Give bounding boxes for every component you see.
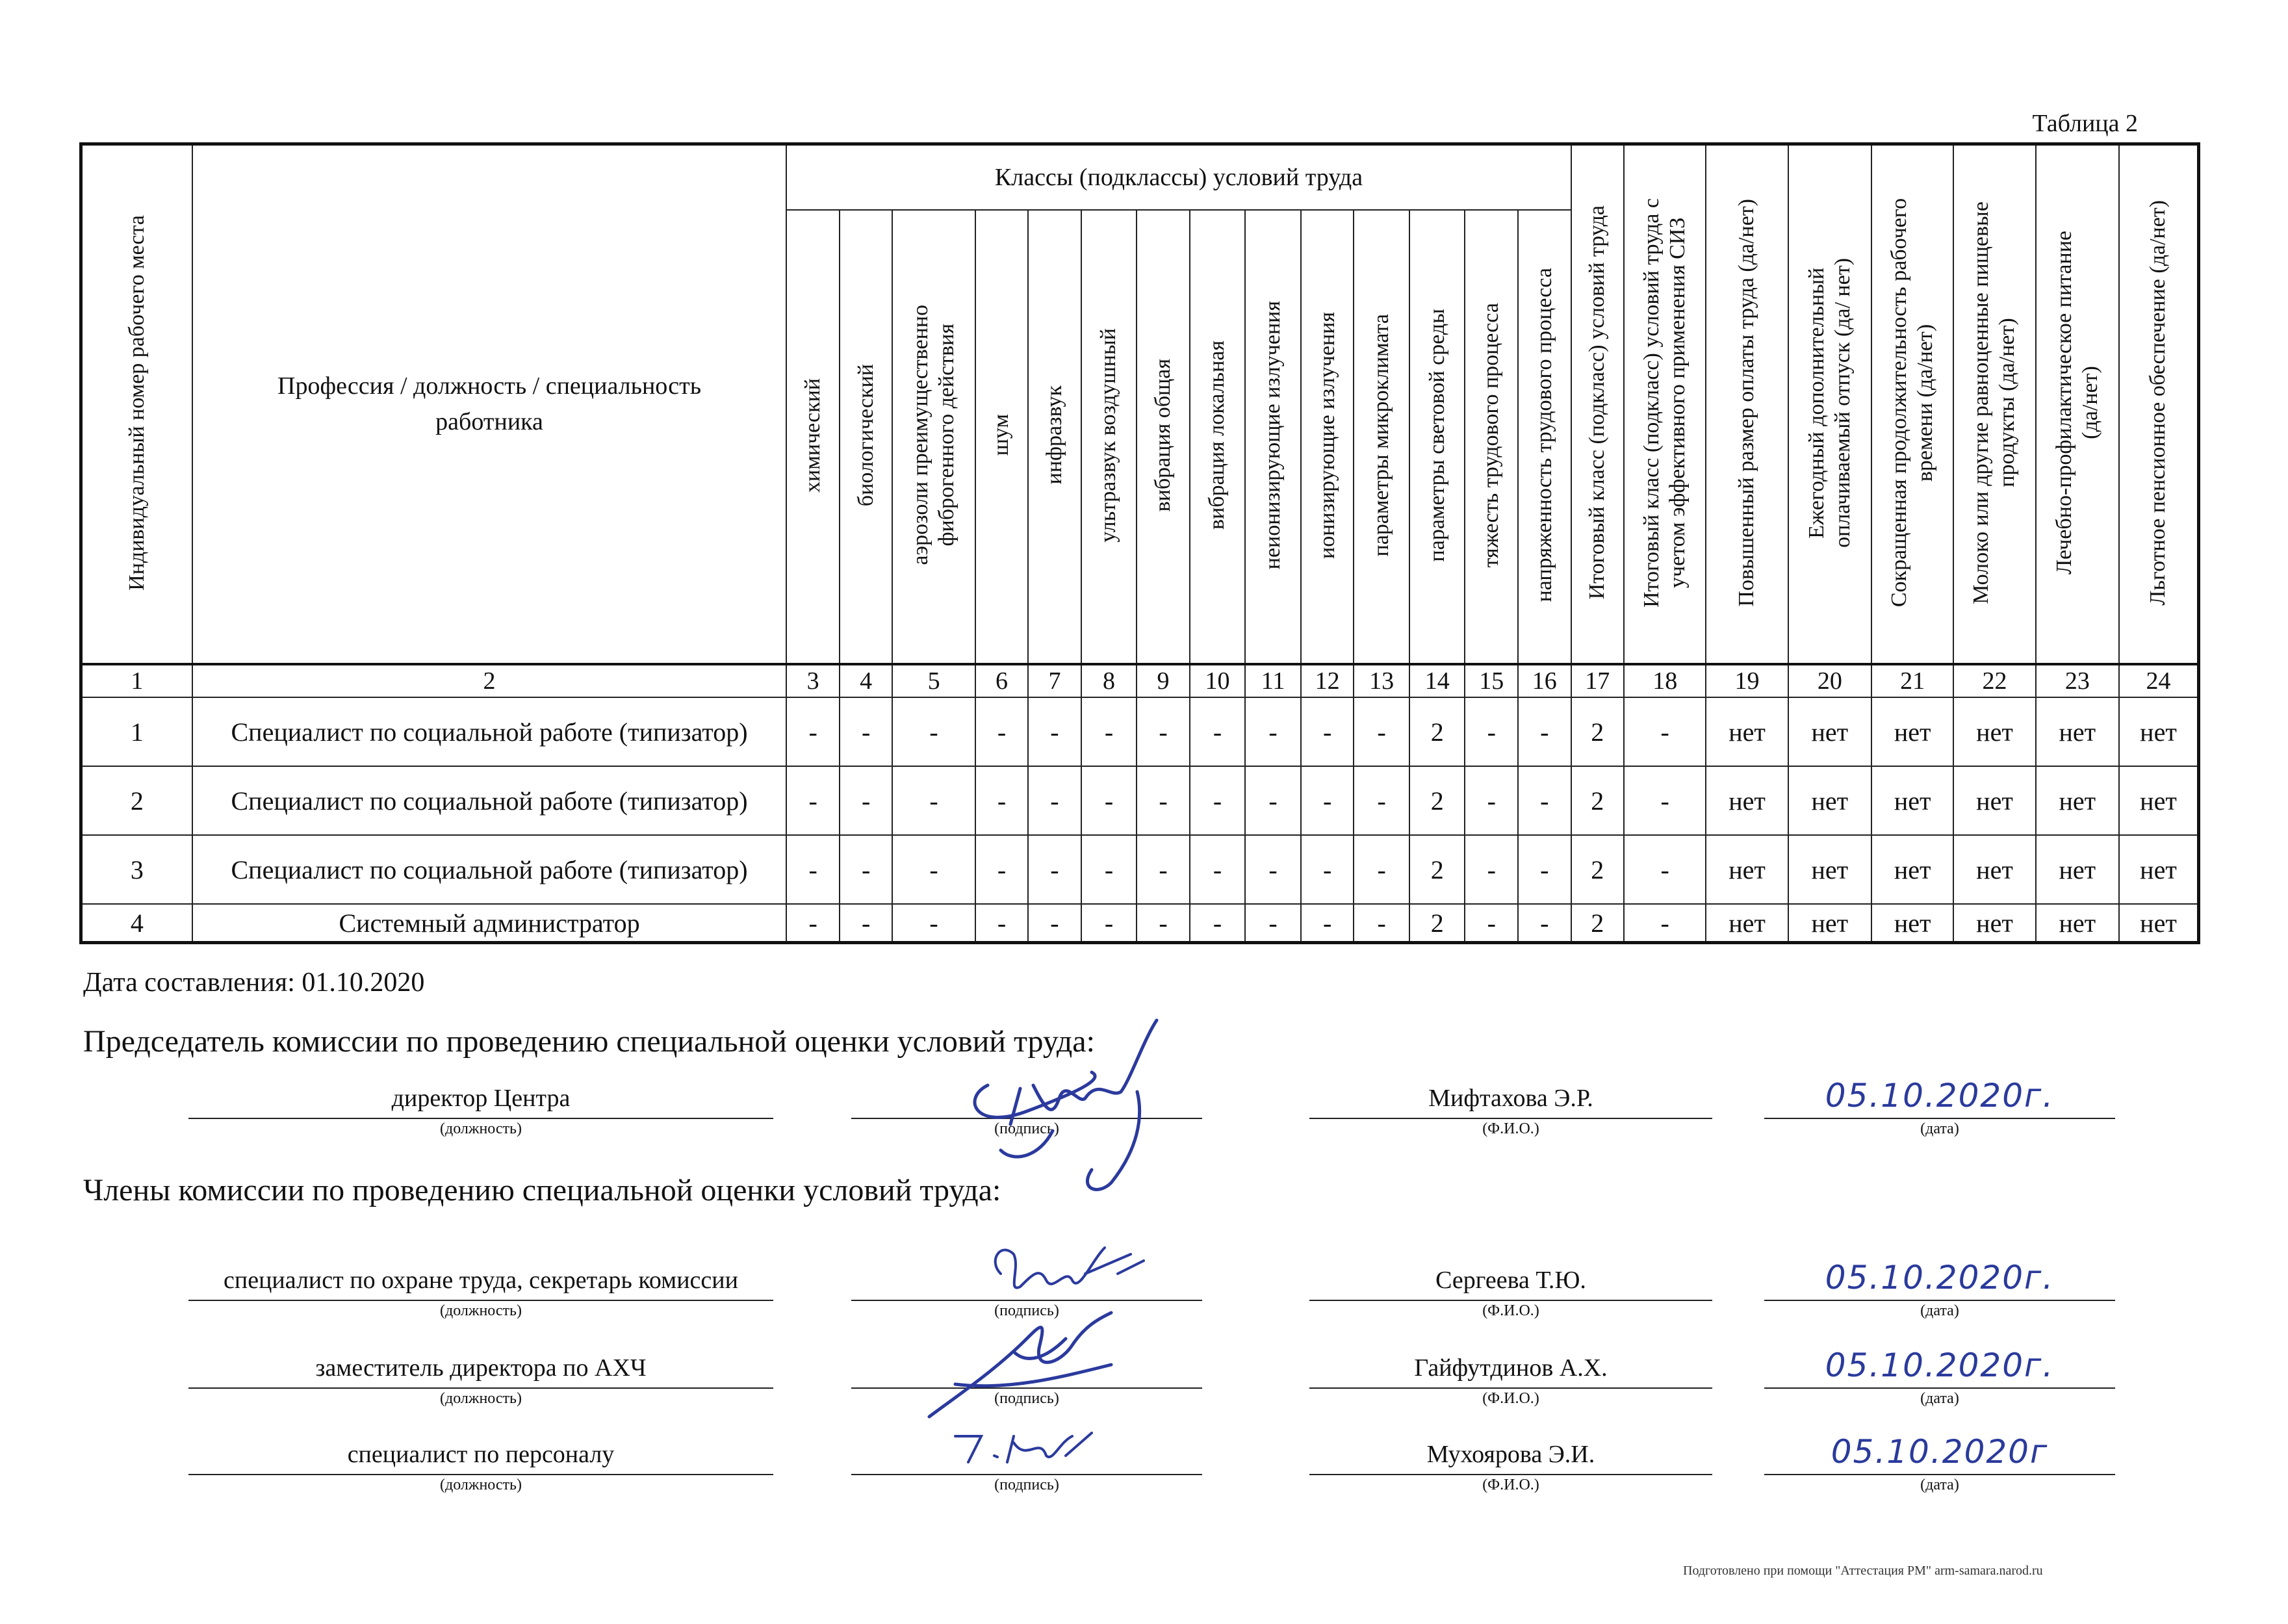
- factor-class-cell: -: [786, 697, 839, 766]
- profession-cell: Системный администратор: [192, 904, 787, 943]
- table-row: [81, 904, 2199, 943]
- header-factor: шум: [975, 210, 1028, 664]
- table-row: [81, 697, 2199, 766]
- factor-class-cell: -: [1081, 904, 1137, 943]
- column-number: 15: [1465, 664, 1517, 697]
- guarantee-cell: нет: [1953, 697, 2035, 766]
- factor-class-cell: -: [1354, 697, 1409, 766]
- column-number: 14: [1409, 664, 1465, 697]
- final-class-siz-cell: -: [1624, 835, 1706, 904]
- header-factor: ультразвук воздушный: [1081, 210, 1137, 664]
- column-number: 9: [1137, 664, 1189, 697]
- header-factor: напряженность трудового процесса: [1518, 210, 1571, 664]
- factor-class-cell: -: [1465, 697, 1517, 766]
- member-date: 05.10.2020г.: [1764, 1348, 2115, 1389]
- factor-class-cell: -: [1190, 697, 1246, 766]
- column-number: 20: [1788, 664, 1871, 697]
- factor-class-cell: -: [1137, 835, 1189, 904]
- factor-class-cell: -: [786, 835, 839, 904]
- member-name: Мухоярова Э.И.: [1309, 1435, 1712, 1475]
- header-factor: инфразвук: [1028, 210, 1081, 664]
- factor-class-cell: -: [1301, 904, 1354, 943]
- factor-class-cell: 2: [1409, 766, 1465, 835]
- final-class-siz-cell: -: [1624, 904, 1706, 943]
- header-classes-group: Классы (подклассы) условий труда: [786, 144, 1571, 211]
- factor-class-cell: -: [786, 904, 839, 943]
- date-caption: (дата): [1920, 1302, 1959, 1319]
- guarantee-cell: нет: [1871, 835, 1953, 904]
- factor-class-cell: -: [975, 835, 1028, 904]
- column-number: 3: [786, 664, 839, 697]
- guarantee-cell: нет: [1706, 835, 1788, 904]
- factor-class-cell: -: [1465, 904, 1517, 943]
- factor-class-cell: -: [1518, 766, 1571, 835]
- member-position: заместитель директора по АХЧ: [188, 1348, 773, 1389]
- member-position: специалист по охране труда, секретарь комиссии: [188, 1261, 773, 1301]
- factor-class-cell: -: [1081, 697, 1137, 766]
- factor-class-cell: -: [840, 904, 892, 943]
- workplace-no-cell: 4: [81, 904, 192, 943]
- column-number: 7: [1028, 664, 1081, 697]
- column-number: 13: [1354, 664, 1409, 697]
- factor-class-cell: 2: [1409, 697, 1465, 766]
- final-class-cell: 2: [1571, 835, 1624, 904]
- member-signature: [942, 1423, 1111, 1475]
- header-profession: Профессия / должность / специальность работника: [192, 144, 787, 665]
- factor-class-cell: -: [892, 904, 975, 943]
- factor-class-cell: -: [840, 835, 892, 904]
- header-factor: химический: [786, 210, 839, 664]
- column-number-row: [81, 664, 2199, 697]
- factor-class-cell: -: [1190, 904, 1246, 943]
- name-caption: (Ф.И.О.): [1482, 1390, 1539, 1407]
- factor-class-cell: -: [1465, 766, 1517, 835]
- guarantee-cell: нет: [1788, 697, 1871, 766]
- name-caption: (Ф.И.О.): [1482, 1120, 1539, 1137]
- guarantee-cell: нет: [1871, 766, 1953, 835]
- header-factor: неионизирующие излучения: [1245, 210, 1301, 664]
- position-caption: (должность): [440, 1120, 522, 1137]
- factor-class-cell: -: [1028, 904, 1081, 943]
- final-class-siz-cell: -: [1624, 697, 1706, 766]
- header-factor: параметры световой среды: [1409, 210, 1465, 664]
- final-class-siz-cell: -: [1624, 766, 1706, 835]
- guarantee-cell: нет: [2119, 766, 2199, 835]
- chair-heading: Председатель комиссии по проведению специальной оценки условий труда:: [83, 1024, 1095, 1059]
- profession-cell: Специалист по социальной работе (типизатор): [192, 835, 787, 904]
- column-number: 12: [1301, 664, 1354, 697]
- table-row: [81, 835, 2199, 904]
- date-caption: (дата): [1920, 1390, 1959, 1407]
- column-number: 24: [2119, 664, 2199, 697]
- column-number: 19: [1706, 664, 1788, 697]
- column-number: 1: [81, 664, 192, 697]
- header-final-class-siz: Итоговый класс (подкласс) условий труда с учетом эффективного применения СИЗ: [1624, 144, 1706, 665]
- header-factor: тяжесть трудового процесса: [1465, 210, 1517, 664]
- factor-class-cell: -: [892, 697, 975, 766]
- factor-class-cell: -: [1137, 766, 1189, 835]
- column-number: 2: [192, 664, 787, 697]
- header-factor: аэрозоли преимущественно фиброгенного действия: [892, 210, 975, 664]
- header-workplace-no: Индивидуальный номер рабочего места: [81, 144, 192, 665]
- member-name: Гайфутдинов А.Х.: [1309, 1348, 1712, 1389]
- profession-cell: Специалист по социальной работе (типизатор): [192, 697, 787, 766]
- member-date: 05.10.2020г: [1764, 1435, 2115, 1475]
- compilation-date: Дата составления: 01.10.2020: [83, 968, 425, 998]
- column-number: 16: [1518, 664, 1571, 697]
- factor-class-cell: -: [975, 766, 1028, 835]
- column-number: 6: [975, 664, 1028, 697]
- signature-caption: (подпись): [994, 1390, 1059, 1407]
- factor-class-cell: -: [840, 697, 892, 766]
- member-date: 05.10.2020г.: [1764, 1261, 2115, 1301]
- guarantee-cell: нет: [1871, 697, 1953, 766]
- column-number: 8: [1081, 664, 1137, 697]
- guarantee-cell: нет: [1706, 904, 1788, 943]
- factor-class-cell: -: [1245, 904, 1301, 943]
- guarantee-cell: нет: [1788, 766, 1871, 835]
- final-class-cell: 2: [1571, 697, 1624, 766]
- factor-class-cell: -: [892, 766, 975, 835]
- column-number: 23: [2036, 664, 2119, 697]
- column-number: 5: [892, 664, 975, 697]
- factor-class-cell: -: [1137, 904, 1189, 943]
- factor-class-cell: -: [840, 766, 892, 835]
- factor-class-cell: -: [1245, 766, 1301, 835]
- chair-name: Мифтахова Э.Р.: [1309, 1079, 1712, 1119]
- header-guarantee: Молоко или другие равноценные пищевые продукты (да/нет): [1953, 144, 2035, 665]
- chair-position: директор Центра: [188, 1079, 773, 1119]
- factor-class-cell: -: [975, 904, 1028, 943]
- factor-class-cell: -: [1245, 835, 1301, 904]
- members-heading: Члены комиссии по проведению специальной оценки условий труда:: [83, 1173, 1001, 1207]
- member-name: Сергеева Т.Ю.: [1309, 1261, 1712, 1301]
- factor-class-cell: -: [1028, 835, 1081, 904]
- prepared-note: Подготовлено при помощи "Аттестация РМ" arm-samara.narod.ru: [1683, 1564, 2043, 1578]
- workplace-no-cell: 1: [81, 697, 192, 766]
- guarantee-cell: нет: [1871, 904, 1953, 943]
- factor-class-cell: -: [1301, 766, 1354, 835]
- guarantee-cell: нет: [1788, 904, 1871, 943]
- factor-class-cell: -: [1518, 904, 1571, 943]
- factor-class-cell: -: [1354, 904, 1409, 943]
- position-caption: (должность): [440, 1476, 522, 1493]
- factor-class-cell: -: [892, 835, 975, 904]
- factor-class-cell: -: [1518, 835, 1571, 904]
- guarantee-cell: нет: [2119, 835, 2199, 904]
- name-caption: (Ф.И.О.): [1482, 1476, 1539, 1493]
- guarantee-cell: нет: [1706, 697, 1788, 766]
- table-label: Таблица 2: [2032, 110, 2138, 137]
- factor-class-cell: -: [1081, 835, 1137, 904]
- factor-class-cell: -: [1245, 697, 1301, 766]
- column-number: 10: [1190, 664, 1246, 697]
- member-position: специалист по персоналу: [188, 1435, 773, 1475]
- column-number: 22: [1953, 664, 2035, 697]
- factor-class-cell: -: [1465, 835, 1517, 904]
- workplace-no-cell: 3: [81, 835, 192, 904]
- guarantee-cell: нет: [1953, 766, 2035, 835]
- signature-caption: (подпись): [994, 1476, 1059, 1493]
- factor-class-cell: -: [1137, 697, 1189, 766]
- factor-class-cell: -: [1190, 835, 1246, 904]
- column-number: 11: [1245, 664, 1301, 697]
- guarantee-cell: нет: [1953, 835, 2035, 904]
- column-number: 17: [1571, 664, 1624, 697]
- header-factor: вибрация локальная: [1190, 210, 1246, 664]
- header-final-class: Итоговый класс (подкласс) условий труда: [1571, 144, 1624, 665]
- guarantee-cell: нет: [2036, 904, 2119, 943]
- factor-class-cell: 2: [1409, 835, 1465, 904]
- factor-class-cell: -: [1301, 697, 1354, 766]
- guarantee-cell: нет: [2036, 835, 2119, 904]
- guarantee-cell: нет: [2036, 697, 2119, 766]
- header-factor: вибрация общая: [1137, 210, 1189, 664]
- factor-class-cell: -: [1190, 766, 1246, 835]
- factor-class-cell: -: [786, 766, 839, 835]
- final-class-cell: 2: [1571, 766, 1624, 835]
- guarantee-cell: нет: [1953, 904, 2035, 943]
- header-guarantee: Ежегодный дополнительный оплачиваемый отпуск (да/ нет): [1788, 144, 1871, 665]
- header-guarantee: Льготное пенсионное обеспечение (да/нет): [2119, 144, 2199, 665]
- guarantee-cell: нет: [2119, 904, 2199, 943]
- factor-class-cell: -: [1081, 766, 1137, 835]
- member-signature-row: [0, 1435, 2288, 1513]
- final-class-cell: 2: [1571, 904, 1624, 943]
- header-factor: параметры микроклимата: [1354, 210, 1409, 664]
- column-number: 4: [840, 664, 892, 697]
- factor-class-cell: -: [1028, 697, 1081, 766]
- factor-class-cell: 2: [1409, 904, 1465, 943]
- factor-class-cell: -: [1354, 766, 1409, 835]
- signature-caption: (подпись): [994, 1302, 1059, 1319]
- header-factor: биологический: [840, 210, 892, 664]
- member-signature: [916, 1300, 1150, 1430]
- signature-caption: (подпись): [994, 1120, 1059, 1137]
- guarantee-cell: нет: [1788, 835, 1871, 904]
- guarantee-cell: нет: [2036, 766, 2119, 835]
- workplace-no-cell: 2: [81, 766, 192, 835]
- header-guarantee: Повышенный размер оплаты труда (да/нет): [1706, 144, 1788, 665]
- position-caption: (должность): [440, 1390, 522, 1407]
- position-caption: (должность): [440, 1302, 522, 1319]
- factor-class-cell: -: [1518, 697, 1571, 766]
- column-number: 18: [1624, 664, 1706, 697]
- guarantee-cell: нет: [1706, 766, 1788, 835]
- column-number: 21: [1871, 664, 1953, 697]
- header-factor: ионизирующие излучения: [1301, 210, 1354, 664]
- factor-class-cell: -: [1354, 835, 1409, 904]
- factor-class-cell: -: [975, 697, 1028, 766]
- factor-class-cell: -: [1301, 835, 1354, 904]
- factor-class-cell: -: [1028, 766, 1081, 835]
- sout-results-table: [79, 142, 2200, 938]
- header-guarantee: Сокращенная продолжительность рабочего времени (да/нет): [1871, 144, 1953, 665]
- profession-cell: Специалист по социальной работе (типизатор): [192, 766, 787, 835]
- date-caption: (дата): [1920, 1120, 1959, 1137]
- date-caption: (дата): [1920, 1476, 1959, 1493]
- header-guarantee: Лечебно-профилактическое питание (да/нет): [2036, 144, 2119, 665]
- table-row: [81, 766, 2199, 835]
- chair-date: 05.10.2020г.: [1764, 1079, 2115, 1119]
- name-caption: (Ф.И.О.): [1482, 1302, 1539, 1319]
- guarantee-cell: нет: [2119, 697, 2199, 766]
